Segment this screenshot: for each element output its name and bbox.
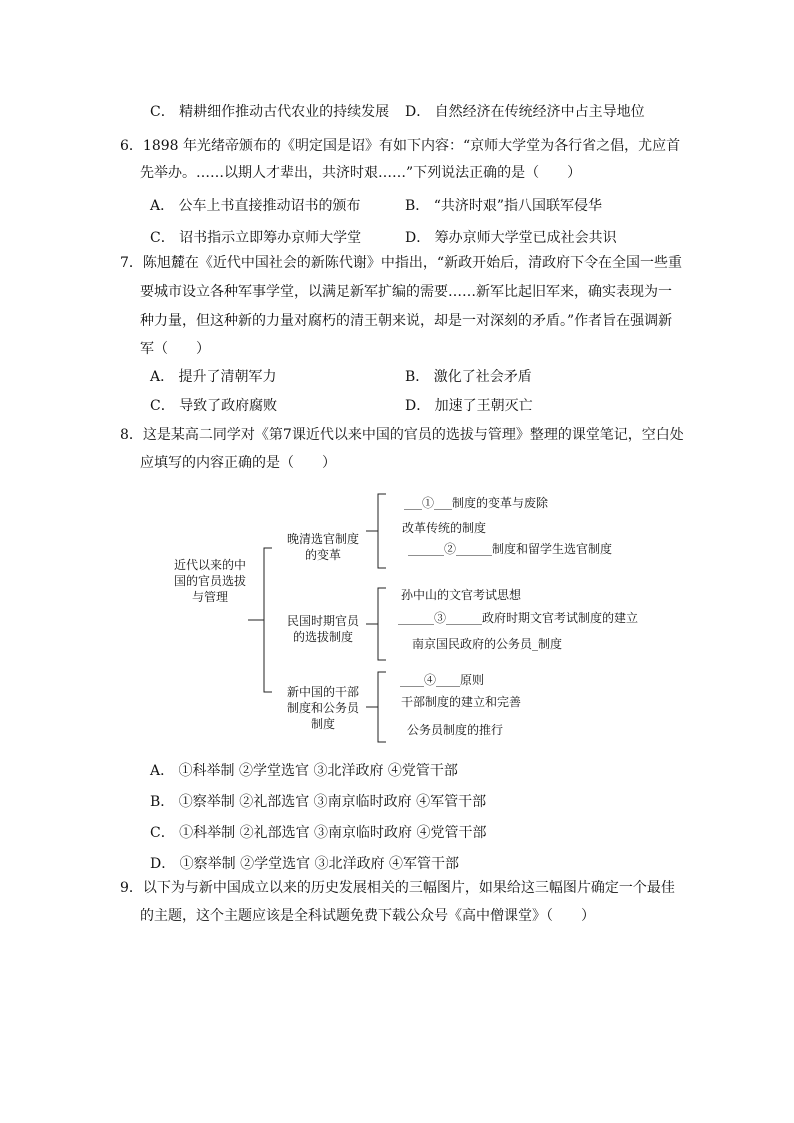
branch-1-item-1: ___①___制度的变革与废除 bbox=[404, 496, 549, 510]
branch-title-line: 的变革 bbox=[304, 548, 341, 562]
q6-stem-line-1: 6．1898 年光绪帝颁布的《明定国是诏》有如下内容：“京师大学堂为各行省之倡，尤应首 bbox=[120, 138, 681, 154]
branch-2-bracket bbox=[378, 588, 386, 660]
q7-stem-line-2: 要城市设立各种军事学堂，以满足新军扩编的需要……新军比起旧军来，确实表现为一 bbox=[140, 284, 672, 300]
q6-option-c: C． 诏书指示立即筹办京师大学堂 bbox=[150, 230, 362, 246]
diagram-root-line: 近代以来的中 bbox=[173, 558, 246, 572]
q8-option-c: C． ①科举制 ②礼部选官 ③南京临时政府 ④党管干部 bbox=[150, 825, 487, 841]
diagram-root-line: 国的官员选拔 bbox=[173, 574, 246, 588]
q7-option-a: A． 提升了清朝军力 bbox=[150, 369, 277, 385]
q7-option-b: B． 激化了社会矛盾 bbox=[405, 369, 532, 385]
branch-3-bracket bbox=[378, 672, 386, 742]
branch-title-line: 民国时期官员 bbox=[286, 614, 359, 628]
branch-title-line: 的选拔制度 bbox=[292, 630, 353, 644]
q6-option-b: B． “共济时艰”指八国联军侵华 bbox=[405, 198, 603, 214]
q8-stem-line-2: 应填写的内容正确的是（ ） bbox=[140, 455, 336, 471]
branch-1-item-2: 改革传统的制度 bbox=[402, 521, 487, 535]
q8-option-d: D． ①察举制 ②学堂选官 ③北洋政府 ④军管干部 bbox=[150, 856, 460, 872]
branch-2-title bbox=[276, 613, 370, 645]
branch-3-title bbox=[276, 684, 370, 732]
q7-stem-line-1: 7．陈旭麓在《近代中国社会的新陈代谢》中指出，“新政开始后，清政府下令在全国一些重 bbox=[120, 255, 683, 271]
q7-stem-line-4: 军（ ） bbox=[140, 341, 210, 357]
q8-option-a: A． ①科举制 ②学堂选官 ③北洋政府 ④党管干部 bbox=[150, 763, 458, 779]
q7-option-c: C． 导致了政府腐败 bbox=[150, 398, 278, 414]
branch-3-item-2: 干部制度的建立和完善 bbox=[401, 695, 522, 709]
branch-title-line: 制度和公务员 bbox=[286, 701, 359, 715]
q6-stem-line-2: 先举办。……以期人才辈出，共济时艰……”下列说法正确的是（ ） bbox=[140, 165, 582, 181]
q5-option-d: D． 自然经济在传统经济中占主导地位 bbox=[405, 104, 645, 120]
branch-2-item-3: 南京国民政府的公务员_制度 bbox=[412, 637, 563, 651]
branch-1-bracket bbox=[378, 494, 386, 568]
q7-option-d: D． 加速了王朝灭亡 bbox=[405, 398, 533, 414]
branch-title-line: 晚清选官制度 bbox=[286, 532, 359, 546]
branch-title-line: 新中国的干部 bbox=[286, 685, 359, 699]
diagram-root bbox=[168, 557, 252, 605]
branch-3-item-1: ____④____原则 bbox=[400, 673, 485, 687]
branch-3-item-3: 公务员制度的推行 bbox=[407, 723, 504, 737]
diagram-root-line: 与管理 bbox=[191, 590, 228, 604]
q9-stem-line-1: 9．以下为与新中国成立以来的历史发展相关的三幅图片，如果给这三幅图片确定一个最佳 bbox=[120, 880, 675, 896]
branch-title-line: 制度 bbox=[310, 717, 335, 731]
q6-option-a: A． 公车上书直接推动诏书的颁布 bbox=[150, 198, 361, 214]
q8-stem-line-1: 8．这是某高二同学对《第7课近代以来中国的官员的选拔与管理》整理的课堂笔记，空白处 bbox=[120, 427, 684, 443]
branch-1-title bbox=[276, 531, 370, 563]
branch-2-item-1: 孙中山的文官考试思想 bbox=[401, 588, 522, 602]
q5-option-c: C． 精耕细作推动古代农业的持续发展 bbox=[150, 104, 390, 120]
branch-2-item-2: ______③______政府时期文官考试制度的建立 bbox=[398, 611, 639, 625]
q8-option-b: B． ①察举制 ②礼部选官 ③南京临时政府 ④军管干部 bbox=[150, 794, 487, 810]
q6-option-d: D． 筹办京师大学堂已成社会共识 bbox=[405, 230, 617, 246]
q7-stem-line-3: 种力量，但这种新的力量对腐朽的清王朝来说，却是一对深刻的矛盾。”作者旨在强调新 bbox=[140, 313, 673, 329]
q9-stem-line-2: 的主题，这个主题应该是全科试题免费下载公众号《高中僧课堂》（ ） bbox=[140, 908, 595, 924]
root-bracket bbox=[264, 548, 272, 692]
branch-1-item-3: ______②______制度和留学生选官制度 bbox=[408, 542, 613, 556]
